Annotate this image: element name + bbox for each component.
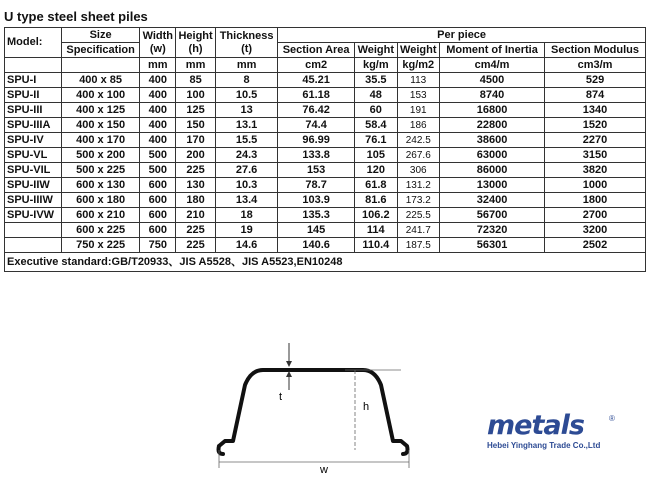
cell-modulus: 1800 [545,193,646,208]
cell-h: 225 [176,163,216,178]
cell-area: 74.4 [278,118,355,133]
cell-wm: 105 [355,148,397,163]
cell-moment: 72320 [440,223,545,238]
cell-spec: 600 x 210 [61,208,140,223]
cell-w: 500 [140,148,176,163]
cell-modulus: 874 [545,88,646,103]
cell-moment: 86000 [440,163,545,178]
cell-moment: 13000 [440,178,545,193]
cell-t: 19 [216,223,278,238]
cell-spec: 600 x 130 [61,178,140,193]
cell-spec: 400 x 170 [61,133,140,148]
cell-modulus: 3150 [545,148,646,163]
cell-wm: 35.5 [355,73,397,88]
table-row [5,178,646,193]
table-row [5,163,646,178]
cell-area: 133.8 [278,148,355,163]
table-row [5,148,646,163]
cell-wm: 110.4 [355,238,397,253]
table-row [5,103,646,118]
cell-moment: 16800 [440,103,545,118]
cell-model [5,223,62,238]
table-row [5,208,646,223]
cell-wm2: 191 [397,103,439,118]
cell-moment: 8740 [440,88,545,103]
table-row [5,73,646,88]
cell-t: 27.6 [216,163,278,178]
cell-wm2: 153 [397,88,439,103]
cell-moment: 32400 [440,193,545,208]
unit-cell: cm2 [278,58,355,73]
cell-t: 15.5 [216,133,278,148]
spec-table [4,27,646,272]
cell-wm: 106.2 [355,208,397,223]
cell-area: 135.3 [278,208,355,223]
cell-wm: 58.4 [355,118,397,133]
cell-wm2: 225.5 [397,208,439,223]
cell-area: 61.18 [278,88,355,103]
units-row [5,58,646,73]
header-section-area: Section Area [278,43,355,58]
cell-w: 500 [140,163,176,178]
cell-wm2: 131.2 [397,178,439,193]
cell-wm2: 267.6 [397,148,439,163]
logo-wordmark: metals [487,410,584,441]
cell-wm: 120 [355,163,397,178]
cell-modulus: 1520 [545,118,646,133]
cell-h: 170 [176,133,216,148]
cell-area: 78.7 [278,178,355,193]
footer-row [5,253,646,272]
header-size: Size [61,28,140,43]
unit-cell: kg/m [355,58,397,73]
cell-t: 18 [216,208,278,223]
cell-wm: 81.6 [355,193,397,208]
cell-t: 14.6 [216,238,278,253]
unit-cell: cm4/m [440,58,545,73]
unit-cell: mm [140,58,176,73]
label-w: w [320,464,328,476]
cell-w: 600 [140,193,176,208]
header-specification: Specification [61,43,140,58]
cell-w: 400 [140,118,176,133]
cell-wm2: 242.5 [397,133,439,148]
cell-t: 8 [216,73,278,88]
cell-wm2: 241.7 [397,223,439,238]
cell-model: SPU-I [5,73,62,88]
cell-w: 400 [140,133,176,148]
cell-wm: 61.8 [355,178,397,193]
cell-spec: 400 x 150 [61,118,140,133]
header-model: Model: [5,28,62,58]
registered-mark: ® [609,414,615,423]
unit-cell: mm [176,58,216,73]
cell-model: SPU-IV [5,133,62,148]
cell-h: 85 [176,73,216,88]
cell-w: 600 [140,223,176,238]
cell-wm2: 186 [397,118,439,133]
cell-model: SPU-IIW [5,178,62,193]
cell-t: 24.3 [216,148,278,163]
cell-w: 750 [140,238,176,253]
cell-spec: 500 x 225 [61,163,140,178]
cell-moment: 56700 [440,208,545,223]
cell-model: SPU-III [5,103,62,118]
cell-spec: 600 x 180 [61,193,140,208]
header-modulus: Section Modulus [545,43,646,58]
cell-wm2: 173.2 [397,193,439,208]
page-title: U type steel sheet piles [4,9,148,24]
cell-t: 10.3 [216,178,278,193]
header-height: Height (h) [176,28,216,58]
cell-t: 10.5 [216,88,278,103]
unit-cell: kg/m2 [397,58,439,73]
cell-model: SPU-IIIW [5,193,62,208]
table-row [5,193,646,208]
cell-area: 145 [278,223,355,238]
header-weight-m: Weight [355,43,397,58]
cell-model: SPU-VL [5,148,62,163]
cell-w: 400 [140,73,176,88]
cell-w: 600 [140,178,176,193]
cell-modulus: 3200 [545,223,646,238]
cell-wm2: 187.5 [397,238,439,253]
cell-t: 13.4 [216,193,278,208]
cell-w: 600 [140,208,176,223]
cell-t: 13.1 [216,118,278,133]
sheet-pile-profile [219,370,408,454]
cell-modulus: 1000 [545,178,646,193]
cell-area: 45.21 [278,73,355,88]
cell-moment: 63000 [440,148,545,163]
header-thickness: Thickness (t) [216,28,278,58]
cell-area: 103.9 [278,193,355,208]
cell-wm2: 113 [397,73,439,88]
cell-modulus: 2502 [545,238,646,253]
unit-cell: cm3/m [545,58,646,73]
cell-moment: 56301 [440,238,545,253]
table-row [5,118,646,133]
cell-model: SPU-IIIA [5,118,62,133]
cell-moment: 4500 [440,73,545,88]
cell-h: 125 [176,103,216,118]
header-weight-m2: Weight [397,43,439,58]
cell-wm: 48 [355,88,397,103]
label-t: t [279,391,283,403]
cell-h: 210 [176,208,216,223]
cell-moment: 22800 [440,118,545,133]
table-row [5,88,646,103]
cell-h: 100 [176,88,216,103]
table-row [5,133,646,148]
cell-area: 96.99 [278,133,355,148]
cell-wm: 60 [355,103,397,118]
executive-standard: Executive standard:GB/T20933、JIS A5528、JIS A5523,EN10248 [5,253,646,272]
cell-w: 400 [140,88,176,103]
unit-cell: mm [216,58,278,73]
cell-model [5,238,62,253]
table-row [5,238,646,253]
cell-wm: 114 [355,223,397,238]
cell-moment: 38600 [440,133,545,148]
label-h: h [363,401,370,413]
cell-spec: 500 x 200 [61,148,140,163]
cell-h: 150 [176,118,216,133]
cell-spec: 750 x 225 [61,238,140,253]
cell-h: 130 [176,178,216,193]
cell-model: SPU-II [5,88,62,103]
cell-h: 225 [176,238,216,253]
cell-spec: 600 x 225 [61,223,140,238]
cell-model: SPU-VIL [5,163,62,178]
header-per-piece: Per piece [278,28,646,43]
cell-area: 153 [278,163,355,178]
table-row [5,223,646,238]
cell-h: 225 [176,223,216,238]
sheet-pile-diagram [205,338,445,478]
cell-t: 13 [216,103,278,118]
cell-spec: 400 x 100 [61,88,140,103]
company-name: Hebei Yinghang Trade Co.,Ltd [487,441,601,450]
cell-h: 180 [176,193,216,208]
cell-area: 140.6 [278,238,355,253]
cell-area: 76.42 [278,103,355,118]
header-width: Width (w) [140,28,176,58]
cell-modulus: 3820 [545,163,646,178]
cell-w: 400 [140,103,176,118]
cell-spec: 400 x 125 [61,103,140,118]
cell-modulus: 529 [545,73,646,88]
cell-modulus: 1340 [545,103,646,118]
cell-model: SPU-IVW [5,208,62,223]
cell-modulus: 2700 [545,208,646,223]
header-moment: Moment of Inertia [440,43,545,58]
cell-wm: 76.1 [355,133,397,148]
cell-modulus: 2270 [545,133,646,148]
cell-spec: 400 x 85 [61,73,140,88]
cell-wm2: 306 [397,163,439,178]
cell-h: 200 [176,148,216,163]
company-logo [487,412,617,450]
